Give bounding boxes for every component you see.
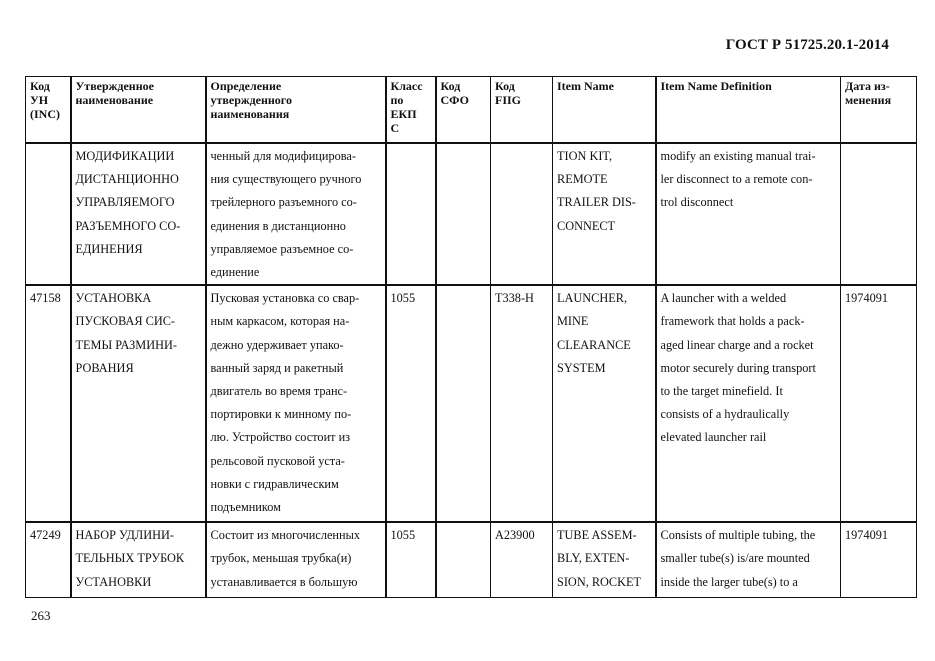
column-header-fiig-code <box>491 77 553 144</box>
cell-text-line: 47158 <box>30 291 61 306</box>
table-header-row <box>26 77 917 144</box>
header-text-line: ЕКП <box>390 107 417 121</box>
cell-text-line: SION, ROCKET <box>557 574 642 589</box>
page-number: 263 <box>31 608 51 623</box>
cell-ekps-class <box>386 522 436 597</box>
header-text-line: СФО <box>440 93 469 107</box>
header-text-line: утвержденного <box>210 93 292 107</box>
cell-text-line: Состоит из многочисленных <box>210 528 360 543</box>
header-text-line: (INC) <box>30 107 60 121</box>
cell-text-line: МОДИФИКАЦИИ <box>75 149 175 163</box>
cell-item-name <box>553 143 656 285</box>
cell-text-line: aged linear charge and a rocket <box>660 337 814 352</box>
column-header-ekps-class <box>386 77 436 144</box>
document-header: ГОСТ Р 51725.20.1-2014 <box>725 37 889 53</box>
cell-text-line: modify an existing manual trai- <box>660 149 816 163</box>
cell-text-line: двигатель во время транс- <box>210 384 348 399</box>
cell-text-line: SYSTEM <box>557 360 606 375</box>
cell-item-name-definition <box>656 143 841 285</box>
cell-text-line: 1055 <box>390 291 416 306</box>
cell-text-line: ПУСКОВАЯ СИС- <box>75 314 176 329</box>
cell-approved-name <box>71 285 206 522</box>
cell-sfo-code <box>436 522 491 597</box>
cell-text-line: to the target minefield. It <box>660 384 783 399</box>
column-header-change-date <box>841 77 917 144</box>
cell-fiig-code <box>491 285 553 522</box>
table-row <box>26 522 917 597</box>
cell-text-line: ДИСТАНЦИОННО <box>75 172 179 187</box>
cell-text-line: единения в дистанционно <box>210 218 346 233</box>
cell-text-line: дежно удерживает упако- <box>210 337 344 352</box>
cell-fiig-code <box>491 143 553 285</box>
cell-text-line: лю. Устройство состоит из <box>210 430 351 445</box>
cell-text-line: consists of a hydraulically <box>660 407 790 422</box>
cell-text-line: трубок, меньшая трубка(и) <box>210 551 352 566</box>
cell-text-line: рельсовой пусковой уста- <box>210 453 345 468</box>
cell-text-line: elevated launcher rail <box>660 430 767 445</box>
cell-text-line: трейлерного разъемного со- <box>210 195 357 210</box>
cell-text-line: 47249 <box>30 528 61 543</box>
column-header-item-name-definition <box>656 77 841 144</box>
cell-sfo-code <box>436 285 491 522</box>
cell-text-line: УСТАНОВКИ <box>75 574 152 589</box>
cell-text-line: CONNECT <box>557 218 616 233</box>
cell-text-line: BLY, EXTEN- <box>557 551 630 566</box>
cell-text-line: НАБОР УДЛИНИ- <box>75 528 174 543</box>
cell-approved-name <box>71 143 206 285</box>
cell-text-line: РАЗЪЕМНОГО СО- <box>75 218 181 233</box>
cell-text-line: УСТАНОВКА <box>75 291 152 306</box>
cell-change-date <box>841 285 917 522</box>
cell-text-line: Consists of multiple tubing, the <box>660 528 816 543</box>
cell-text-line: LAUNCHER, <box>557 291 628 306</box>
column-header-definition <box>206 77 386 144</box>
header-text-line: наименование <box>75 93 154 107</box>
header-text-line: Код <box>30 79 50 93</box>
header-text-line: наименования <box>210 107 290 121</box>
cell-item-name-definition <box>656 285 841 522</box>
header-text-line: Утвержденное <box>75 79 154 93</box>
cell-text-line: smaller tube(s) is/are mounted <box>660 551 810 566</box>
column-header-item-name <box>553 77 656 144</box>
header-text-line: С <box>390 121 400 135</box>
cell-text-line: 1974091 <box>845 528 889 543</box>
cell-approved-name <box>71 522 206 597</box>
cell-text-line: ЕДИНЕНИЯ <box>75 241 143 256</box>
header-text-line: Item Name <box>557 79 614 93</box>
cell-sfo-code <box>436 143 491 285</box>
cell-text-line: ния существующего ручного <box>210 172 362 187</box>
header-text-line: Дата из- <box>845 79 890 93</box>
nomenclature-table <box>25 76 917 598</box>
cell-text-line: 1055 <box>390 528 416 543</box>
cell-text-line: ным каркасом, которая на- <box>210 314 350 329</box>
cell-definition <box>206 522 386 597</box>
cell-text-line: MINE <box>557 314 589 329</box>
cell-definition <box>206 143 386 285</box>
cell-text-line: ler disconnect to a remote con- <box>660 172 813 187</box>
cell-text-line: inside the larger tube(s) to a <box>660 574 798 589</box>
header-text-line: УН <box>30 93 49 107</box>
cell-text-line: REMOTE <box>557 172 608 187</box>
cell-text-line: CLEARANCE <box>557 337 631 352</box>
cell-text-line: новки с гидравлическим <box>210 476 339 491</box>
cell-text-line: ченный для модифицирова- <box>210 149 356 163</box>
cell-fiig-code <box>491 522 553 597</box>
header-text-line: менения <box>845 93 892 107</box>
cell-text-line: РОВАНИЯ <box>75 360 134 375</box>
header-text-line: Определение <box>210 79 282 93</box>
column-header-inc <box>26 77 71 144</box>
cell-ekps-class <box>386 285 436 522</box>
cell-text-line: ТЕЛЬНЫХ ТРУБОК <box>75 551 185 566</box>
cell-text-line: устанавливается в большую <box>210 574 358 589</box>
header-text-line: Код <box>440 79 461 93</box>
cell-text-line: framework that holds a pack- <box>660 314 805 329</box>
cell-text-line: A23900 <box>495 528 535 543</box>
header-text-line: Класс <box>390 79 423 93</box>
cell-text-line: trol disconnect <box>660 195 734 210</box>
cell-inc <box>26 143 71 285</box>
cell-text-line: портировки к минному по- <box>210 407 352 422</box>
cell-text-line: ванный заряд и ракетный <box>210 360 344 375</box>
column-header-approved-name <box>71 77 206 144</box>
cell-inc <box>26 522 71 597</box>
table-row <box>26 285 917 522</box>
cell-text-line: A launcher with a welded <box>660 291 787 306</box>
cell-text-line: единение <box>210 265 260 280</box>
cell-text-line: motor securely during transport <box>660 360 816 375</box>
cell-text-line: ТЕМЫ РАЗМИНИ- <box>75 337 177 352</box>
cell-definition <box>206 285 386 522</box>
cell-text-line: TUBE ASSEM- <box>557 528 637 543</box>
cell-text-line: УПРАВЛЯЕМОГО <box>75 195 175 210</box>
cell-change-date <box>841 522 917 597</box>
cell-item-name-definition <box>656 522 841 597</box>
cell-text-line: управляемое разъемное со- <box>210 241 354 256</box>
cell-text-line: подъемником <box>210 500 281 515</box>
table-row <box>26 143 917 285</box>
column-header-sfo-code <box>436 77 491 144</box>
cell-ekps-class <box>386 143 436 285</box>
header-text-line: по <box>390 93 404 107</box>
cell-text-line: TION KIT, <box>557 149 613 163</box>
header-text-line: Item Name Definition <box>660 79 772 93</box>
cell-text-line: T338-H <box>495 291 534 306</box>
header-text-line: Код <box>495 79 515 93</box>
cell-item-name <box>553 522 656 597</box>
cell-change-date <box>841 143 917 285</box>
cell-text-line: 1974091 <box>845 291 889 306</box>
cell-inc <box>26 285 71 522</box>
cell-text-line: Пусковая установка со свар- <box>210 291 360 306</box>
header-text-line: FIIG <box>495 93 522 107</box>
cell-text-line: TRAILER DIS- <box>557 195 636 210</box>
cell-item-name <box>553 285 656 522</box>
